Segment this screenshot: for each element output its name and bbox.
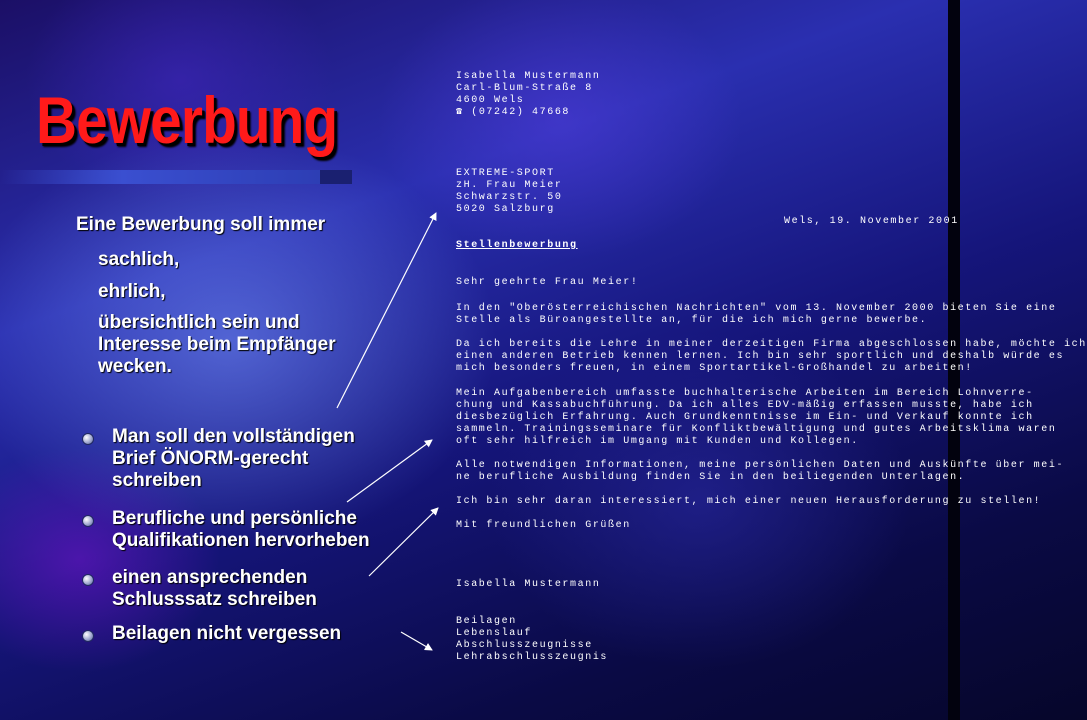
letter-paragraph-line: Da ich bereits die Lehre in meiner derzeitigen Firma abgeschlossen habe, möchte ich [456,339,1087,350]
letter-signature: Isabella Mustermann [456,579,601,590]
letter-paragraph-line: Ich bin sehr daran interessiert, mich einer neuen Herausforderung zu stellen! [456,496,1042,507]
sender-line: 4600 Wels [456,95,525,106]
letter-paragraph-line: mich besonders freuen, in einem Sportartikel-Großhandel zu arbeiten! [456,363,973,374]
sender-line: Isabella Mustermann [456,71,601,82]
quality-item: Interesse beim Empfänger [98,334,336,355]
sender-line: Carl-Blum-Straße 8 [456,83,593,94]
quality-item: sachlich, [98,249,180,270]
arrow-to-attachments [401,632,432,650]
bullet-line: Brief ÖNORM-gerecht [112,448,309,469]
letter-paragraph-line: Mein Aufgabenbereich umfasste buchhalterische Arbeiten im Bereich Lohnverre- [456,388,1034,399]
letter-paragraph-line: diesbezüglich Erfahrung. Auch Grundkenntnisse im Ein- und Verkauf konnte ich [456,412,1034,423]
recipient-line: Schwarzstr. 50 [456,192,563,203]
letter-paragraph-line: Stelle als Büroangestellte an, für die ich mich gerne bewerbe. [456,315,928,326]
attachment-line: Lebenslauf [456,628,533,639]
letter-closing: Mit freundlichen Grüßen [456,520,631,531]
letter-paragraph-line: sammeln. Trainingsseminare für Konfliktbewältigung und gutes Arbeitsklima waren [456,424,1057,435]
bullet-line: Beilagen nicht vergessen [112,623,342,644]
letter-salutation: Sehr geehrte Frau Meier! [456,277,639,288]
bullet-line: schreiben [112,470,202,491]
quality-item: übersichtlich sein und [98,312,300,333]
bullet-line: einen ansprechenden [112,567,308,588]
attachment-line: Lehrabschlusszeugnis [456,652,609,663]
bullet-line: Man soll den vollständigen [112,426,355,447]
attachment-line: Beilagen [456,616,517,627]
sender-phone: ☎ (07242) 47668 [456,107,571,118]
arrow-to-form [347,440,432,502]
intro-text: Eine Bewerbung soll immer [76,214,326,235]
quality-item: ehrlich, [98,281,166,302]
slide-title: Bewerbung [36,83,338,157]
letter-paragraph-line: ne berufliche Ausbildung finden Sie in den beiliegenden Unterlagen. [456,472,966,483]
letter-subject: Stellenbewerbung [456,240,578,251]
recipient-line: EXTREME-SPORT [456,168,555,179]
arrow-to-recipient [337,213,436,408]
quality-item: wecken. [98,356,172,377]
attachment-line: Abschlusszeugnisse [456,640,593,651]
bullet-line: Qualifikationen hervorheben [112,530,370,551]
bullet-line: Berufliche und persönliche [112,508,357,529]
arrow-to-closing-sentence [369,508,438,576]
bullet-line: Schlusssatz schreiben [112,589,317,610]
recipient-line: 5020 Salzburg [456,204,555,215]
letter-paragraph-line: chung und Kassabuchführung. Da ich alles EDV-mäßig erfassen musste, habe ich [456,400,1034,411]
letter-paragraph-line: oft sehr hilfreich im Umgang mit Kunden und Kollegen. [456,436,859,447]
letter-paragraph-line: In den "Oberösterreichischen Nachrichten" vom 13. November 2000 bieten Sie eine [456,303,1057,314]
letter-date: Wels, 19. November 2001 [784,216,959,227]
letter-paragraph-line: Alle notwendigen Informationen, meine persönlichen Daten und Auskünfte über mei- [456,460,1065,471]
letter-paragraph-line: einen anderen Betrieb kennen lernen. Ich bin sehr sportlich und deshalb würde es [456,351,1065,362]
recipient-line: zH. Frau Meier [456,180,563,191]
